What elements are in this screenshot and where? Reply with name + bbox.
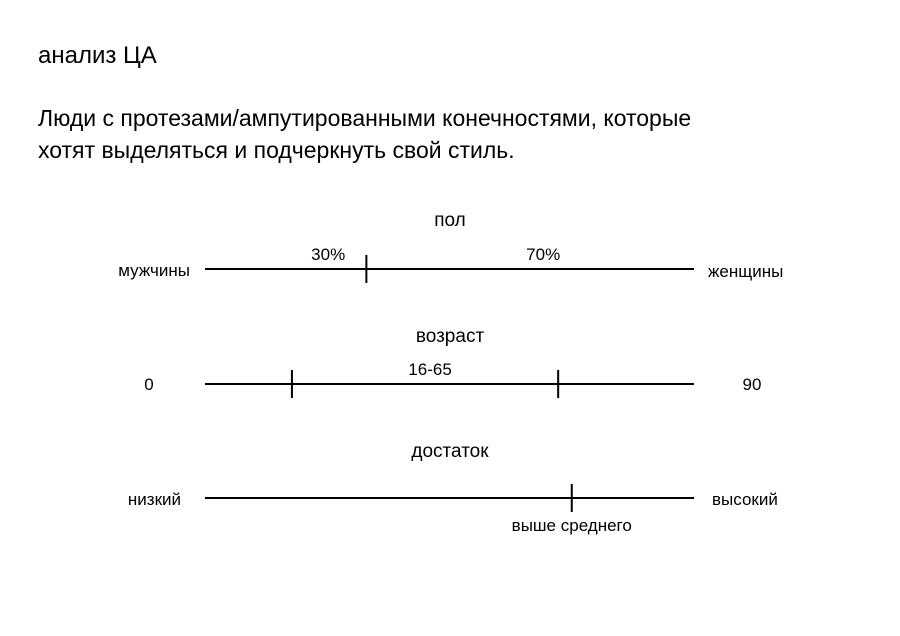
gender-left-label: мужчины [118, 261, 190, 280]
description-line-2: хотят выделяться и подчеркнуть свой стиль. [38, 137, 515, 163]
page-title: анализ ЦА [38, 42, 157, 69]
gender-scale-title: пол [434, 210, 466, 231]
description-line-1: Люди с протезами/ампутированными конечностями, которые [38, 105, 692, 131]
age-scale-title: возраст [415, 326, 485, 347]
gender-female-share-label: 70% [526, 245, 561, 264]
income-right-label: высокий [712, 490, 778, 509]
age-range-label: 16-65 [408, 360, 452, 379]
gender-scale [118, 210, 783, 283]
age-max-label: 90 [742, 375, 762, 394]
gender-right-label: женщины [708, 262, 784, 281]
gender-male-share-label: 30% [311, 245, 346, 264]
income-level-label: выше среднего [511, 516, 632, 535]
age-scale [144, 326, 761, 398]
income-scale [128, 441, 778, 535]
income-left-label: низкий [127, 490, 181, 509]
income-scale-title: достаток [411, 441, 489, 462]
age-min-label: 0 [144, 375, 154, 394]
